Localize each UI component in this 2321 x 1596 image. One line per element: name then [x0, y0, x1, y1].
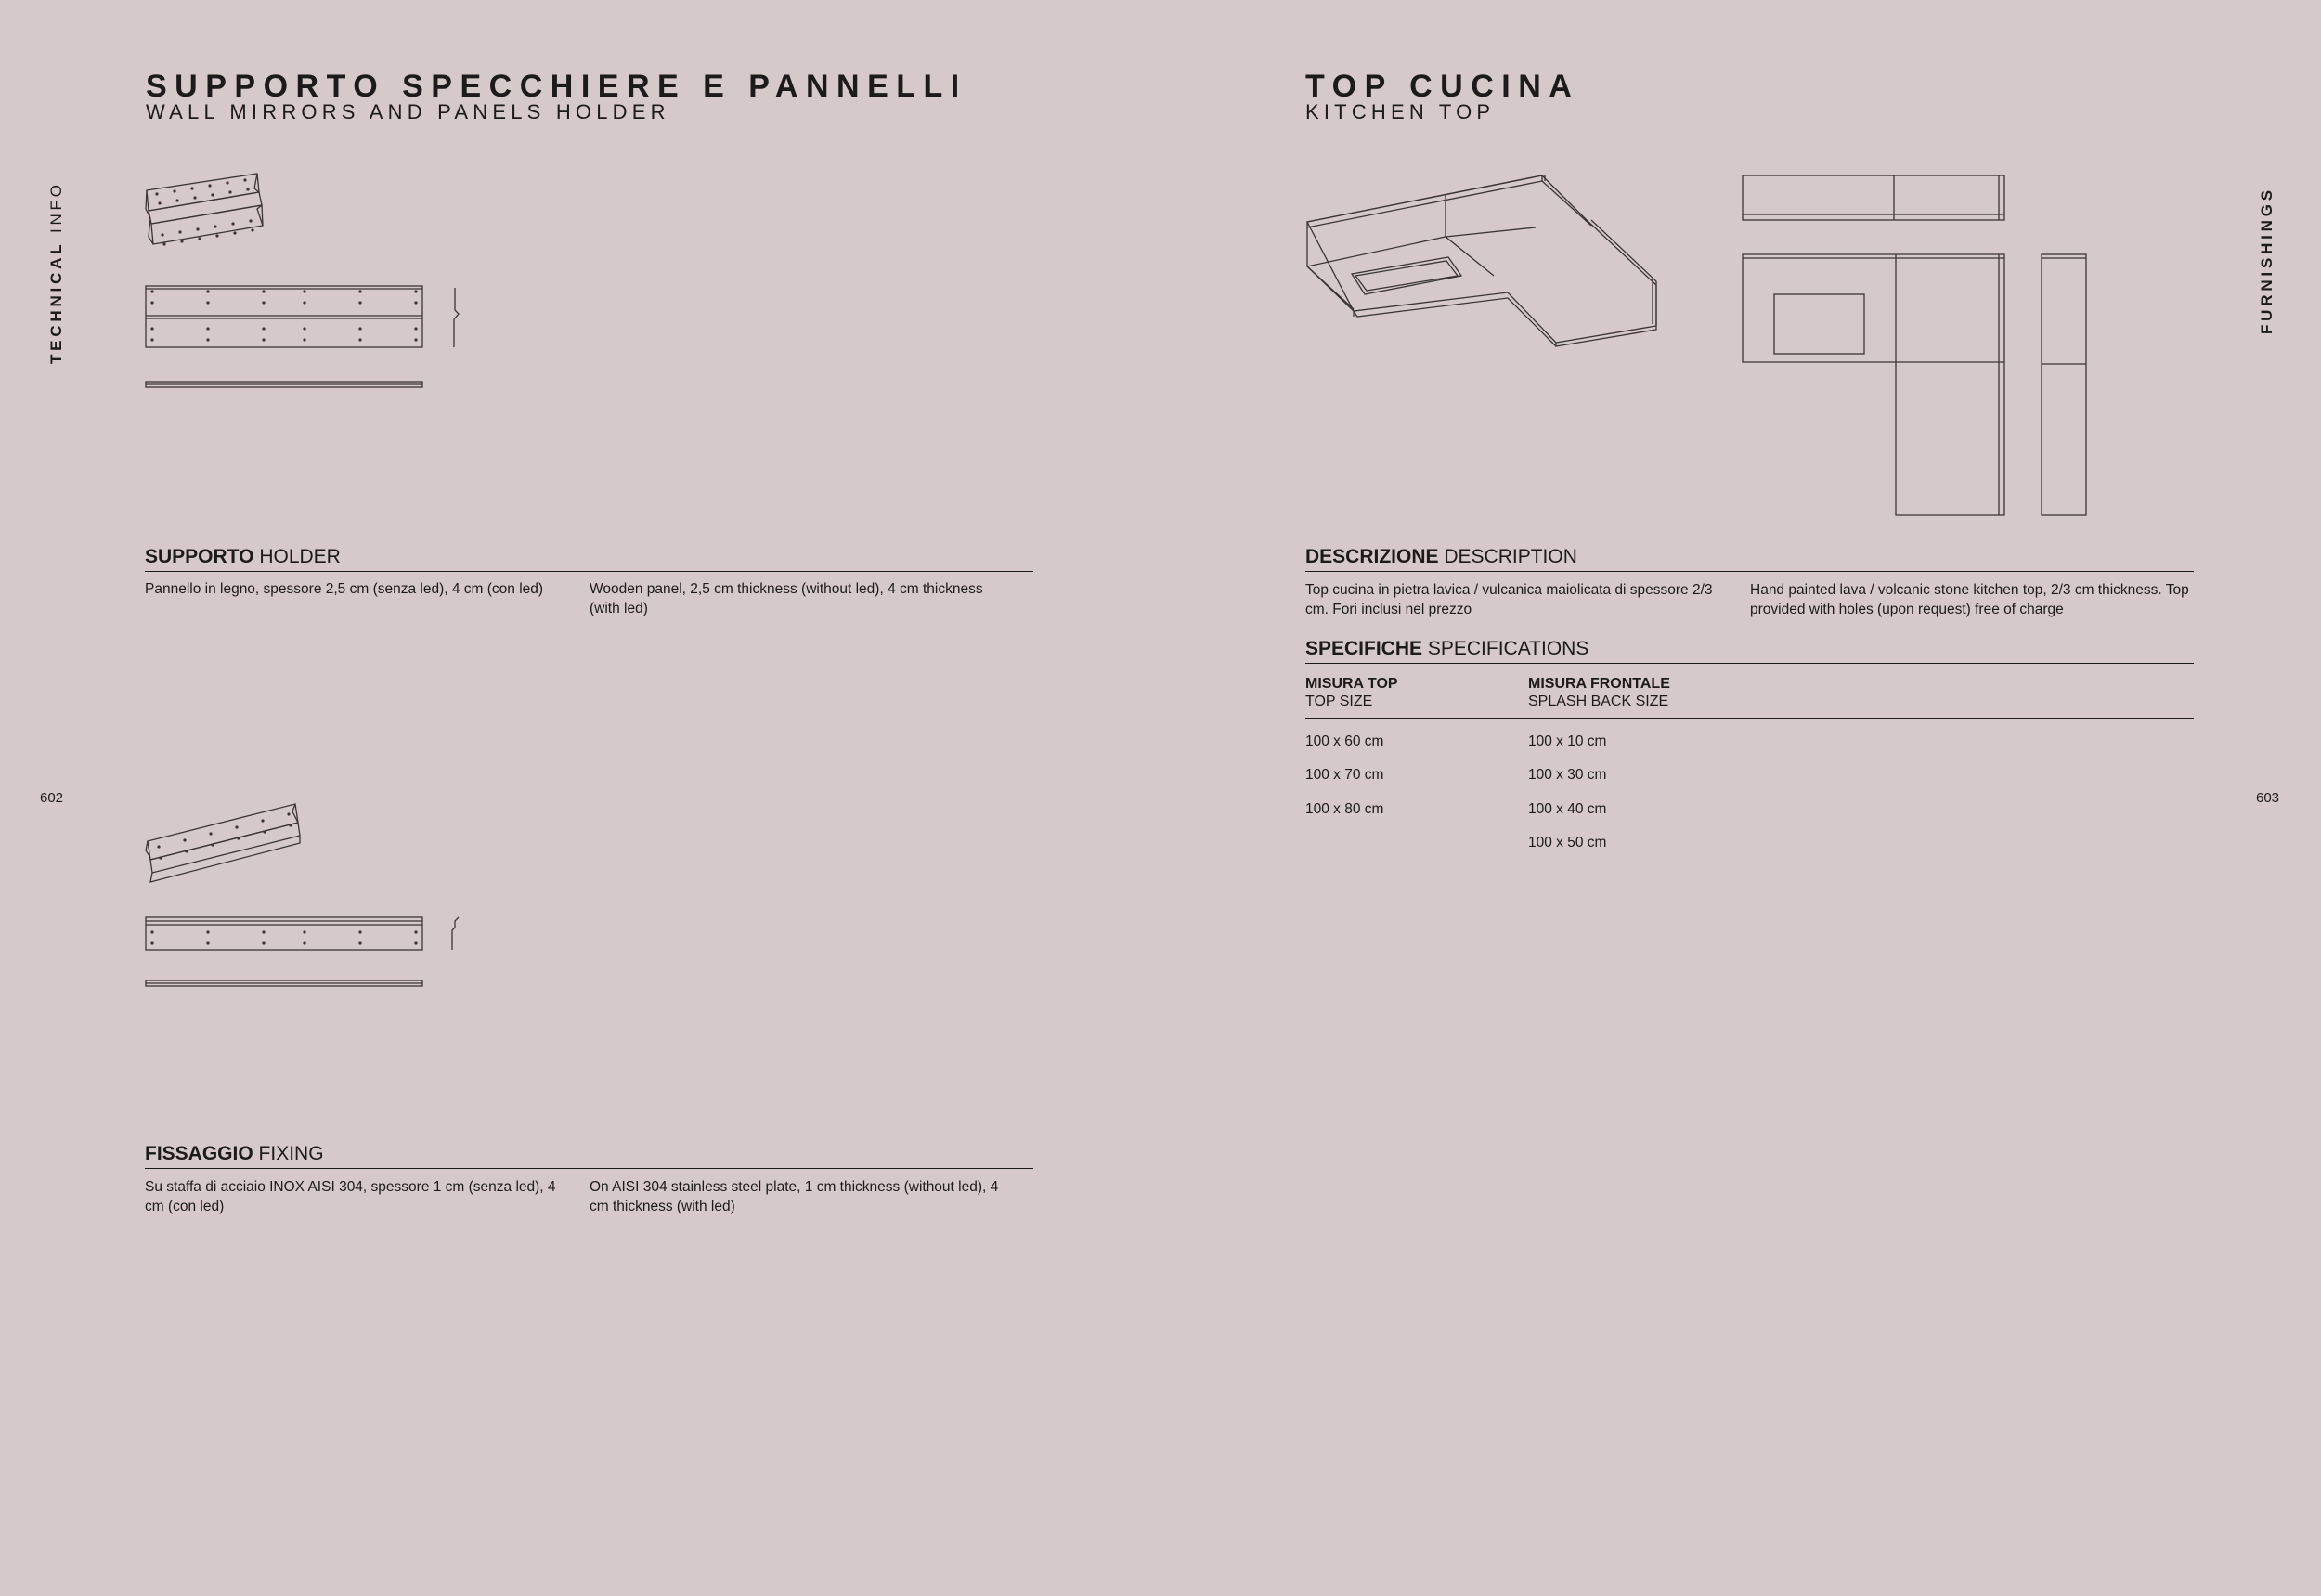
fixing-section-header [145, 1144, 1033, 1169]
screw-hole [157, 845, 160, 848]
page-number-left: 602 [40, 790, 64, 806]
screw-hole [150, 930, 153, 933]
screw-hole [150, 338, 153, 341]
screw-hole [150, 941, 153, 944]
side-label-furnishings [2259, 187, 2275, 334]
screw-hole [262, 338, 265, 341]
screw-hole [159, 856, 162, 859]
screw-hole [206, 327, 209, 330]
fixing-head-it: FISSAGGIO [145, 1143, 253, 1164]
screw-hole [303, 290, 305, 292]
screw-hole [183, 838, 186, 841]
screw-hole [287, 812, 290, 815]
screw-hole [414, 941, 417, 944]
screw-hole [162, 242, 165, 245]
screw-hole [209, 832, 212, 835]
screw-hole [358, 338, 361, 341]
specs-head-it: SPECIFICHE [1305, 638, 1423, 659]
screw-hole [262, 290, 265, 292]
screw-hole [262, 327, 265, 330]
side-label-technical-info [48, 181, 64, 364]
holder-section-header [145, 547, 1033, 572]
fixing-head-en: FIXING [258, 1143, 324, 1164]
kitchen-top-isometric-drawing [1303, 170, 1661, 346]
top-size-value: 100 x 70 cm [1305, 767, 1384, 783]
splash-size-column-header [1528, 675, 1670, 710]
screw-hole [150, 290, 153, 292]
screw-hole [193, 196, 196, 199]
screw-hole [211, 843, 214, 846]
description-head-en: DESCRIPTION [1444, 546, 1577, 567]
screw-hole [358, 301, 361, 304]
screw-hole [289, 824, 292, 826]
splash-size-value: 100 x 10 cm [1528, 733, 1607, 749]
screw-hole [161, 233, 163, 236]
specs-table-rule [1305, 718, 2194, 719]
top-size-head-en: TOP SIZE [1305, 694, 1373, 709]
screw-hole [303, 941, 305, 944]
screw-hole [303, 338, 305, 341]
fixing-isometric-drawing [144, 802, 306, 886]
screw-hole [261, 819, 264, 822]
screw-hole [196, 227, 199, 230]
screw-hole [358, 930, 361, 933]
screw-hole [190, 187, 193, 189]
screw-hole [211, 193, 214, 196]
description-text-it: Top cucina in pietra lavica / vulcanica maiolicata di spessore 2/3 cm. Fori inclusi nel prezzo [1305, 582, 1713, 617]
left-subtitle: WALL MIRRORS AND PANELS HOLDER [146, 100, 670, 123]
top-size-value: 100 x 80 cm [1305, 801, 1384, 817]
screw-hole [237, 837, 240, 839]
screw-hole [180, 240, 183, 242]
screw-hole [175, 199, 178, 201]
screw-hole [358, 327, 361, 330]
screw-hole [414, 930, 417, 933]
screw-hole [185, 850, 188, 852]
screw-hole [215, 234, 218, 237]
fixing-front-drawing [146, 915, 466, 990]
screw-hole [206, 338, 209, 341]
screw-hole [233, 231, 236, 234]
screw-hole [249, 219, 252, 222]
right-subtitle: KITCHEN TOP [1305, 100, 1496, 123]
splash-size-head-en: SPLASH BACK SIZE [1528, 694, 1669, 709]
screw-hole [155, 192, 158, 195]
side-label-right-text: FURNISHINGS [2258, 187, 2276, 334]
splash-size-head-it: MISURA FRONTALE [1528, 676, 1670, 692]
screw-hole [206, 301, 209, 304]
screw-hole [414, 290, 417, 292]
splash-size-value: 100 x 40 cm [1528, 801, 1607, 817]
screw-hole [262, 930, 265, 933]
screw-hole [226, 181, 228, 184]
screw-hole [150, 301, 153, 304]
screw-hole [358, 290, 361, 292]
description-text-en: Hand painted lava / volcanic stone kitchen top, 2/3 cm thickness. Top provided with holes (upon request) free of charge [1750, 582, 2189, 617]
screw-hole [303, 327, 305, 330]
screw-hole [263, 830, 266, 833]
specifications-section-header [1305, 639, 2194, 664]
screw-hole [208, 184, 211, 187]
screw-hole [173, 189, 175, 192]
screw-hole [198, 237, 201, 240]
screw-hole [178, 230, 181, 233]
screw-hole [246, 188, 249, 190]
screw-hole [235, 825, 238, 828]
splash-size-value: 100 x 30 cm [1528, 767, 1607, 783]
holder-isometric-drawing [144, 172, 265, 255]
screw-hole [206, 930, 209, 933]
top-size-head-it: MISURA TOP [1305, 676, 1398, 692]
holder-text-it: Pannello in legno, spessore 2,5 cm (senza led), 4 cm (con led) [145, 581, 544, 597]
screw-hole [228, 190, 231, 193]
screw-hole [414, 301, 417, 304]
description-section-header [1305, 547, 2194, 572]
description-head-it: DESCRIZIONE [1305, 546, 1439, 567]
screw-hole [206, 290, 209, 292]
fixing-text-it: Su staffa di acciaio INOX AISI 304, spessore 1 cm (senza led), 4 cm (con led) [145, 1179, 556, 1214]
screw-hole [158, 201, 161, 204]
screw-hole [243, 178, 246, 181]
side-label-bold: TECHNICAL [47, 240, 65, 364]
screw-hole [150, 327, 153, 330]
fixing-text-en: On AISI 304 stainless steel plate, 1 cm thickness (without led), 4 cm thickness (with led) [590, 1179, 999, 1214]
side-label-light: INFO [47, 181, 65, 234]
screw-hole [414, 327, 417, 330]
specs-head-en: SPECIFICATIONS [1427, 638, 1589, 659]
screw-hole [231, 222, 234, 225]
holder-front-drawing [146, 284, 466, 396]
fixing-front-holes [150, 930, 417, 944]
screw-hole [414, 338, 417, 341]
page-number-right: 603 [2256, 790, 2280, 806]
screw-hole [262, 941, 265, 944]
holder-head-en: HOLDER [259, 546, 341, 567]
right-title: TOP CUCINA [1305, 69, 1580, 104]
screw-hole [206, 941, 209, 944]
screw-hole [262, 301, 265, 304]
kitchen-top-plan-drawing [1743, 174, 2091, 517]
screw-hole [303, 301, 305, 304]
top-size-value: 100 x 60 cm [1305, 733, 1384, 749]
holder-head-it: SUPPORTO [145, 546, 254, 567]
left-title: SUPPORTO SPECCHIERE E PANNELLI [146, 69, 967, 104]
screw-hole [251, 228, 253, 231]
screw-hole [303, 930, 305, 933]
screw-hole [358, 941, 361, 944]
top-size-column-header [1305, 675, 1398, 710]
holder-text-en: Wooden panel, 2,5 cm thickness (without led), 4 cm thickness (with led) [590, 581, 983, 616]
splash-size-value: 100 x 50 cm [1528, 835, 1607, 850]
screw-hole [214, 225, 216, 227]
